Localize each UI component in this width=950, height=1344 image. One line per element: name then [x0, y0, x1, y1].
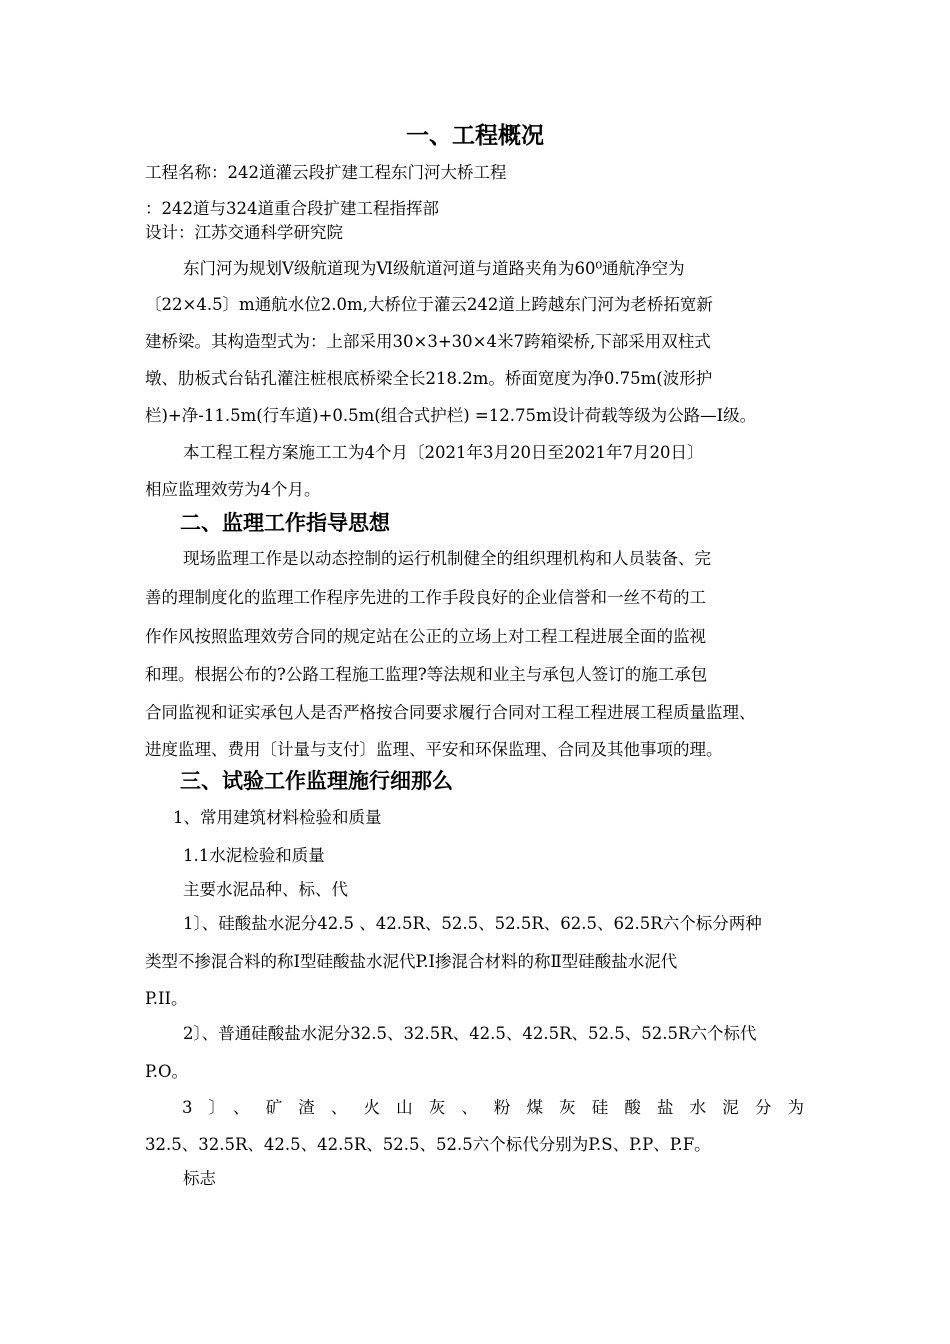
section-3-heading: 三、试验工作监理施行细那么: [180, 769, 453, 793]
description-line: 栏)+净-11.5m(行车道)+0.5m(组合式护栏) =12.75m设计荷载等级为公路—Ⅰ级。: [145, 406, 757, 425]
main-types-title: 主要水泥品种、标、代: [183, 880, 348, 899]
project-designer: 设计：江苏交通科学研究院: [145, 223, 343, 242]
item-1-title: 1、常用建筑材料检验和质量: [173, 808, 382, 827]
marking-title: 标志: [183, 1169, 216, 1188]
cement-type-1-line: P.II。: [145, 989, 188, 1008]
cement-type-3-line: 32.5、32.5R、42.5、42.5R、52.5、52.5六个标代分别为P.S、P.P、P.F。: [145, 1135, 711, 1154]
cement-type-1-line: 类型不掺混合料的称Ⅰ型硅酸盐水泥代P.I掺混合材料的称Ⅱ型硅酸盐水泥代: [145, 952, 678, 971]
item-1-1-title: 1.1水泥检验和质量: [183, 846, 325, 865]
section-1-heading: 一、工程概况: [406, 123, 544, 149]
guiding-line: 现场监理工作是以动态控制的运行机制健全的组织理机构和人员装备、完: [183, 549, 711, 568]
project-owner: ：242道与324道重合段扩建工程指挥部: [145, 199, 439, 218]
guiding-line: 善的理制度化的监理工作程序先进的工作手段良好的企业信誉和一丝不苟的工: [145, 588, 706, 607]
section-2-heading: 二、监理工作指导思想: [180, 511, 390, 535]
guiding-line: 作作风按照监理效劳合同的规定站在公正的立场上对工程工程进展全面的监视: [145, 627, 706, 646]
cement-type-2-line: P.O。: [145, 1062, 189, 1081]
project-name: 工程名称：242道灌云段扩建工程东门河大桥工程: [145, 163, 507, 182]
cement-type-1-line: 1〕、硅酸盐水泥分42.5 、42.5R、52.5、52.5R、62.5、62.5R六个标分两种: [183, 914, 762, 933]
description-line: 墩、肋板式台钻孔灌注桩根底桥梁全长218.2m。桥面宽度为净0.75m(波形护: [145, 369, 713, 388]
description-line: 〔22×4.5〕m通航水位2.0m,大桥位于灌云242道上跨越东门河为老桥拓宽新: [145, 295, 713, 314]
cement-type-3-line: 3〕、矿渣、火山灰、粉煤灰硅酸盐水泥分为: [182, 1098, 804, 1117]
schedule-line: 相应监理效劳为4个月。: [145, 480, 321, 499]
description-line: 东门河为规划Ⅴ级航道现为Ⅵ级航道河道与道路夹角为60⁰通航净空为: [183, 259, 685, 278]
guiding-line: 合同监视和证实承包人是否严格按合同要求履行合同对工程工程进展工程质量监理、: [145, 703, 756, 722]
guiding-line: 进度监理、费用〔计量与支付〕监理、平安和环保监理、合同及其他事项的理。: [145, 740, 723, 759]
schedule-line: 本工程工程方案施工工为4个月〔2021年3月20日至2021年7月20日〕: [183, 443, 704, 462]
description-line: 建桥梁。其构造型式为：上部采用30×3+30×4米7跨箱梁桥,下部采用双柱式: [145, 332, 711, 351]
cement-type-2-line: 2〕、普通硅酸盐水泥分32.5、32.5R、42.5、42.5R、52.5、52.5R六个标代: [183, 1024, 757, 1043]
guiding-line: 和理。根据公布的?公路工程施工监理?等法规和业主与承包人签订的施工承包: [145, 665, 708, 684]
